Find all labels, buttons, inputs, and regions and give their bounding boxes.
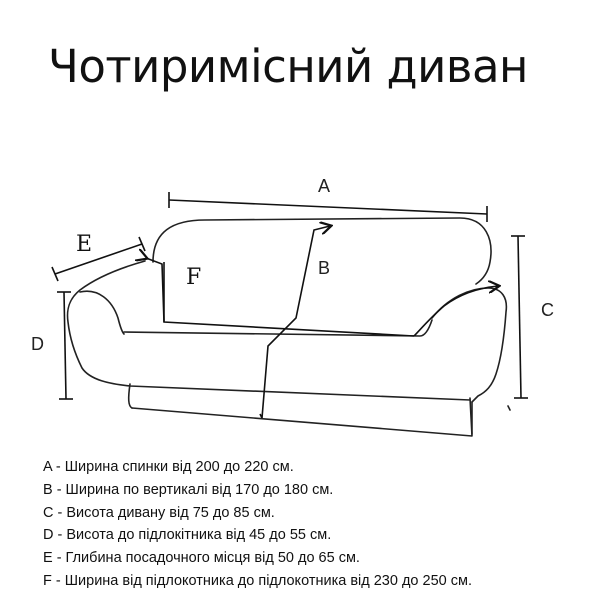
sofa-left-armrest [68,261,471,400]
legend-item: D - Висота до підлокітника від 45 до 55 см. [43,527,332,544]
dimension-legend [43,456,472,593]
dimension-e [52,237,145,281]
label-c: C [541,300,554,320]
dimension-b [260,226,330,418]
legend-item: B - Ширина по вертикалі від 170 до 180 см. [43,481,334,498]
legend-item: E - Глибина посадочного місця від 50 до 65 см. [43,550,360,567]
legend-item: A - Ширина спинки від 200 до 220 см. [43,459,294,475]
label-a: A [318,176,331,196]
sofa-outline [68,218,511,436]
label-d: D [31,334,44,354]
legend-item: F - Ширина від підлокотника до підлокотника від 230 до 250 см. [43,572,472,589]
label-f: F [186,265,202,290]
label-e: E [76,232,93,257]
label-b: B [318,258,331,278]
sofa-right-armrest [432,288,506,402]
dimension-c [511,236,528,398]
dimension-d [57,292,73,399]
page-title: Чотиримісний диван [48,40,528,93]
legend-item: C - Висота дивану від 75 до 85 см. [43,504,275,521]
